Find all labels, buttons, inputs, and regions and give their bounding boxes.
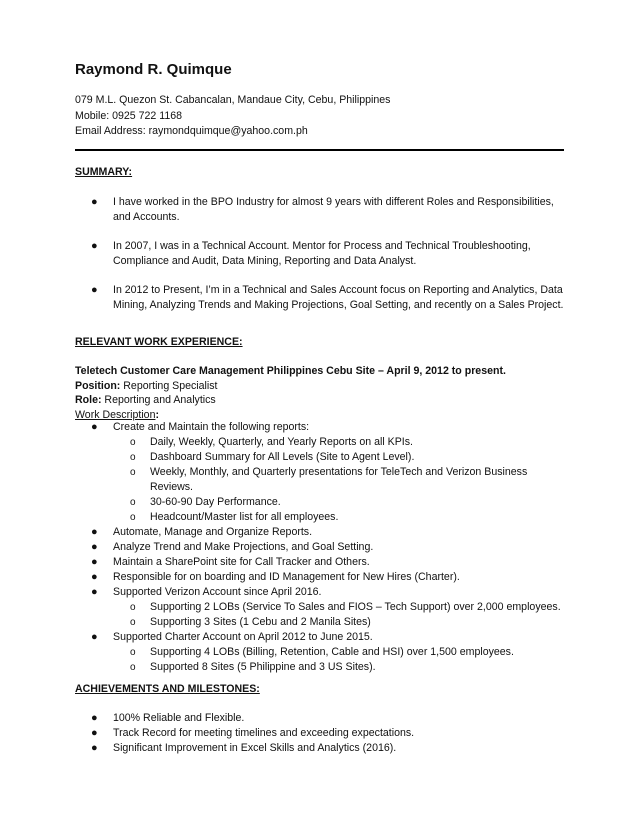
list-item: ● In 2007, I was in a Technical Account. Mentor for Process and Technical Troubleshooting, Compliance and Audit, Data Mining, Reporting and Data Analyst. [91, 240, 531, 267]
bullet-icon: ● [91, 240, 98, 252]
circle-bullet-icon: o [130, 497, 136, 508]
position-line: Position: Reporting Specialist [75, 379, 218, 392]
list-item: ● Create and Maintain the following reports: [91, 421, 310, 433]
bullet-icon: ● [91, 571, 98, 583]
mobile-line: Mobile: 0925 722 1168 [75, 109, 183, 122]
role-line: Role: Reporting and Analytics [75, 394, 216, 406]
resume-name: Raymond R. Quimque [75, 61, 232, 78]
list-item: ● Supported Verizon Account since April 2016. [91, 586, 322, 598]
sub-list-item: o Supporting 2 LOBs (Service To Sales and FIOS – Tech Support) over 2,000 employees. [130, 601, 561, 613]
list-item: ● Maintain a SharePoint site for Call Tracker and Others. [91, 556, 370, 568]
sub-list-item: o Dashboard Summary for All Levels (Site to Agent Level). [130, 451, 415, 463]
contact-block [75, 93, 390, 140]
circle-bullet-icon: o [130, 452, 136, 463]
achievements-heading: ACHIEVEMENTS AND MILESTONES: [75, 683, 260, 695]
bullet-icon: ● [91, 727, 98, 739]
bullet-icon: ● [91, 284, 98, 296]
summary-list [75, 195, 564, 327]
list-item: ● Supported Charter Account on April 2012 to June 2015. [91, 631, 373, 643]
sub-list-item: o 30-60-90 Day Performance. [130, 496, 281, 508]
header-divider [75, 149, 564, 151]
circle-bullet-icon: o [130, 437, 136, 448]
work-description-list [75, 420, 564, 675]
list-item: ● I have worked in the BPO Industry for almost 9 years with different Roles and Responsibilities, and Accounts. [91, 196, 554, 223]
work-description-label: Work Description: [75, 408, 159, 421]
bullet-icon: ● [91, 196, 98, 208]
bullet-icon: ● [91, 631, 98, 643]
list-item: ● Responsible for on boarding and ID Management for New Hires (Charter). [91, 571, 460, 583]
circle-bullet-icon: o [130, 662, 136, 673]
sub-list-item: o Weekly, Monthly, and Quarterly presentations for TeleTech and Verizon Business Reviews. [130, 466, 528, 493]
achievements-list [75, 711, 564, 756]
sub-list-item: o Supporting 4 LOBs (Billing, Retention, Cable and HSI) over 1,500 employees. [130, 646, 514, 658]
bullet-icon: ● [91, 712, 98, 724]
email-line: Email Address: raymondquimque@yahoo.com.ph [75, 125, 308, 137]
circle-bullet-icon: o [130, 512, 136, 523]
bullet-icon: ● [91, 421, 98, 433]
circle-bullet-icon: o [130, 602, 136, 613]
list-item: ● In 2012 to Present, I’m in a Technical and Sales Account focus on Reporting and Analytics, Data Mining, Analyzing Trends and Making Projections, Goal Setting, and recently on a Sales Project. [91, 284, 564, 311]
sub-list-item: o Headcount/Master list for all employees. [130, 511, 339, 523]
list-item: ● 100% Reliable and Flexible. [91, 712, 245, 724]
bullet-icon: ● [91, 742, 98, 754]
bullet-icon: ● [91, 526, 98, 538]
summary-heading: SUMMARY: [75, 166, 133, 178]
circle-bullet-icon: o [130, 617, 136, 628]
job-block [75, 364, 564, 422]
list-item: ● Automate, Manage and Organize Reports. [91, 526, 313, 538]
circle-bullet-icon: o [130, 467, 136, 478]
bullet-icon: ● [91, 586, 98, 598]
sub-list-item: o Supported 8 Sites (5 Philippine and 3 US Sites). [130, 661, 376, 673]
experience-heading: RELEVANT WORK EXPERIENCE: [75, 336, 243, 348]
bullet-icon: ● [91, 556, 98, 568]
sub-list-item: o Supporting 3 Sites (1 Cebu and 2 Manila Sites) [130, 616, 371, 628]
bullet-icon: ● [91, 541, 98, 553]
circle-bullet-icon: o [130, 647, 136, 658]
list-item: ● Significant Improvement in Excel Skills and Analytics (2016). [91, 742, 397, 754]
list-item: ● Analyze Trend and Make Projections, and Goal Setting. [91, 541, 374, 553]
list-item: ● Track Record for meeting timelines and exceeding expectations. [91, 727, 415, 739]
address-line: 079 M.L. Quezon St. Cabancalan, Mandaue City, Cebu, Philippines [75, 94, 391, 106]
job-title: Teletech Customer Care Management Philippines Cebu Site – April 9, 2012 to present. [75, 365, 506, 377]
sub-list-item: o Daily, Weekly, Quarterly, and Yearly Reports on all KPIs. [130, 436, 413, 448]
